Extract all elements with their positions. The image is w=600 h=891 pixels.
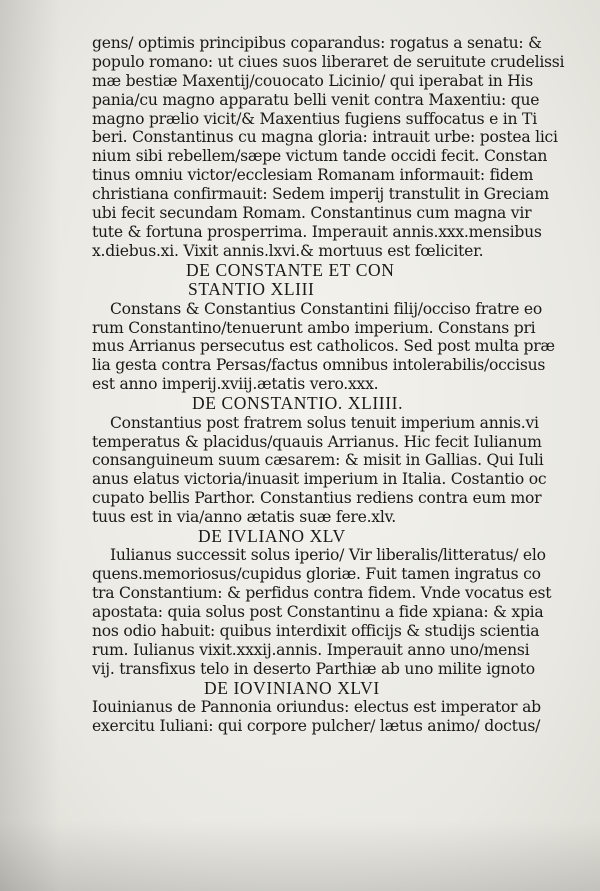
text-line: Constantius post fratrem solus tenuit imperium annis.vi (110, 413, 539, 432)
text-line: lia gesta contra Persas/factus omnibus intolerabilis/occisus (92, 356, 546, 375)
text-line: apostata: quia solus post Constantinu a fide xpiana: & xpia (92, 603, 544, 622)
text-line: exercitu Iuliani: qui corpore pulcher/ lætus animo/ doctus/ (92, 717, 541, 736)
text-line: nium sibi rebellem/sæpe victum tande occidi fecit. Constan (92, 147, 548, 166)
section-heading: DE IVLIANO XLV (198, 526, 346, 546)
text-line: magno prælio vicit/& Maxentius fugiens suffocatus e in Ti (92, 109, 537, 128)
text-line: tuus est in via/anno ætatis suæ fere.xlv. (92, 508, 397, 527)
text-line: x.diebus.xi. Vixit annis.lxvi.& mortuus est fœliciter. (92, 241, 484, 260)
text-line: rum. Iulianus vixit.xxxij.annis. Imperauit anno uno/mensi (92, 640, 530, 659)
page-gutter-shadow (0, 0, 60, 891)
text-line: vij. transfixus telo in deserto Parthiæ ab uno milite ignoto (92, 659, 535, 678)
text-line: christiana confirmauit: Sedem imperij transtulit in Greciam (92, 185, 549, 204)
text-line: ubi fecit secundam Romam. Constantinus cum magna vir (92, 204, 532, 223)
text-block (92, 34, 572, 736)
text-line: temperatus & placidus/quauis Arrianus. Hic fecit Iulianum (92, 432, 542, 451)
text-line: tra Constantium: & perfidus contra fidem. Vnde vocatus est (92, 584, 552, 603)
text-line: tute & fortuna prosperrima. Imperauit annis.xxx.mensibus (92, 222, 542, 241)
section-heading: STANTIO XLIII (188, 280, 315, 300)
text-line: quens.memoriosus/cupidus gloriæ. Fuit tamen ingratus co (92, 565, 541, 584)
text-line: gens/ optimis principibus coparandus: rogatus a senatu: & (92, 34, 542, 52)
text-line: Iouinianus de Pannonia oriundus: electus est imperator ab (92, 698, 541, 717)
text-line: mæ bestiæ Maxentij/couocato Licinio/ qui iperabat in His (92, 71, 534, 90)
text-line: tinus omniu victor/ecclesiam Romanam informauit: fidem (92, 166, 534, 185)
page-bottom-shadow (0, 821, 600, 891)
text-line: consanguineum suum cæsarem: & misit in Gallias. Qui Iuli (92, 451, 544, 470)
text-line: beri. Constantinus cu magna gloria: intrauit urbe: postea lici (92, 128, 558, 147)
text-line: nos odio habuit: quibus interdixit officijs & studijs scientia (92, 622, 540, 641)
text-line: mus Arrianus persecutus est catholicos. Sed post multa præ (92, 337, 555, 356)
text-line: est anno imperij.xviij.ætatis vero.xxx. (92, 375, 379, 394)
text-line: anus elatus victoria/inuasit imperium in Italia. Costantio oc (92, 470, 547, 489)
text-line: Iulianus successit solus iperio/ Vir liberalis/litteratus/ elo (110, 546, 546, 565)
section-heading: DE CONSTANTIO. XLIIII. (192, 394, 404, 414)
text-line: populo romano: ut ciues suos liberaret de seruitute crudelissi (92, 52, 565, 71)
text-line: cupato bellis Parthor. Constantius rediens contra eum mor (92, 489, 542, 508)
section-heading: DE CONSTANTE ET CON (186, 260, 395, 280)
text-line: pania/cu magno apparatu belli venit contra Maxentiu: que (92, 90, 540, 109)
section-heading: DE IOVINIANO XLVI (204, 678, 380, 698)
text-line: rum Constantino/tenuerunt ambo imperium. Constans pri (92, 318, 536, 337)
text-line: Constans & Constantius Constantini filij/occiso fratre eo (110, 299, 543, 318)
